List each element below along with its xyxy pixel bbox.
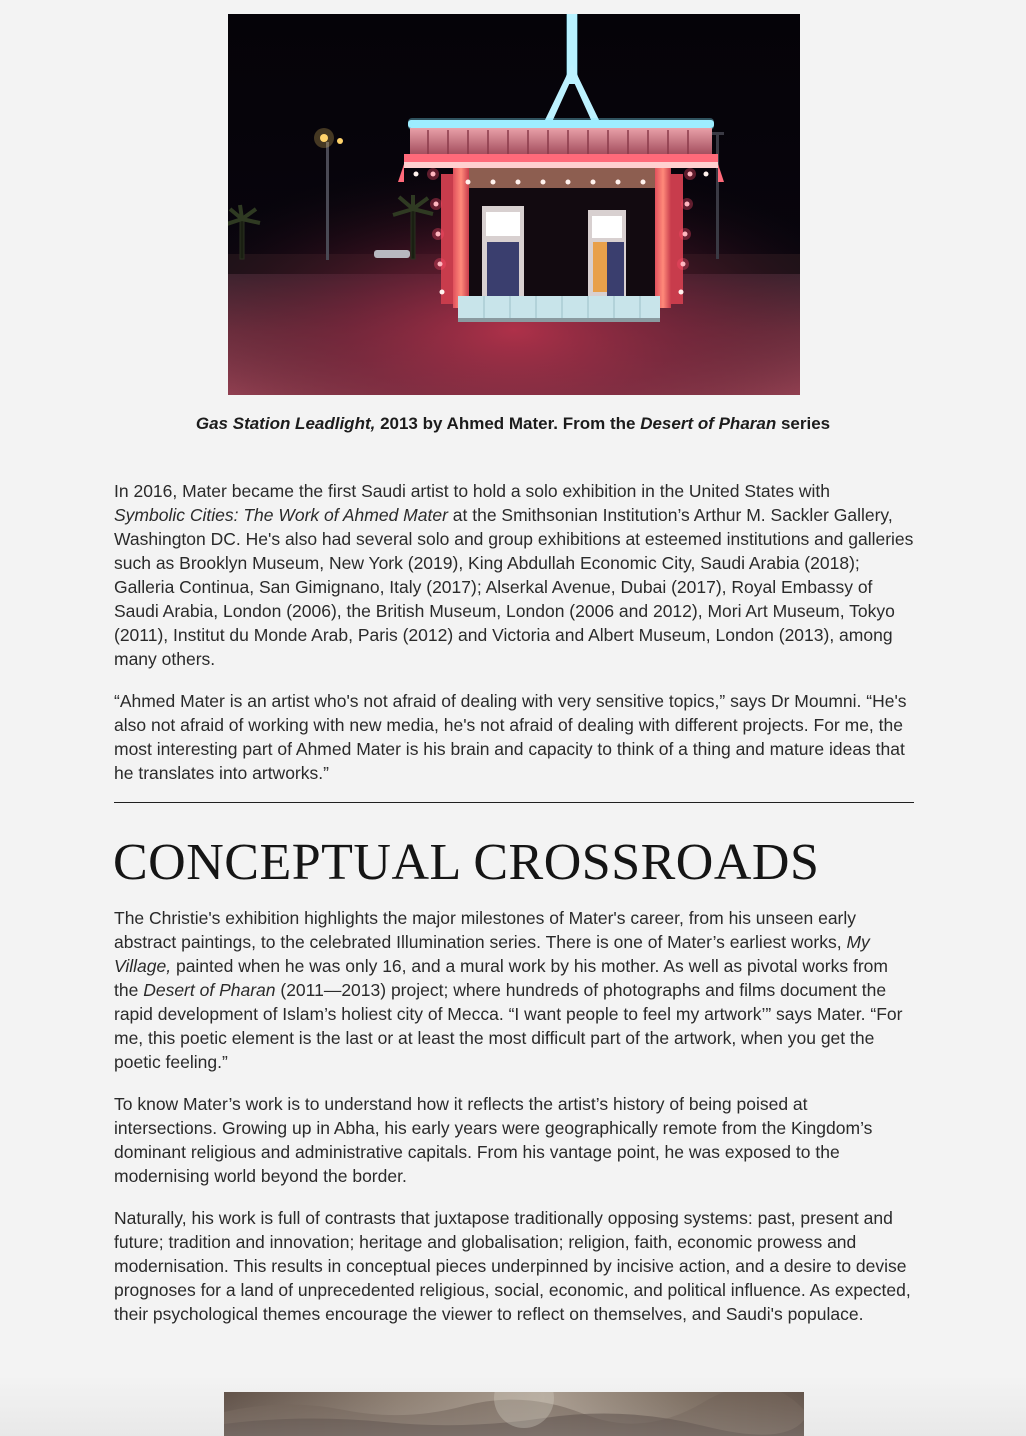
paragraph-3-series-title: Desert of Pharan <box>143 980 276 1000</box>
paragraph-3-part-2: painted when he was only 16, and a mural work by his mother. As well as pivotal works from the <box>114 956 888 1000</box>
article-paragraph-3 <box>114 906 914 1074</box>
desert-landscape-illustration <box>224 1392 804 1436</box>
gas-station-illustration <box>228 14 800 395</box>
paragraph-1-body: at the Smithsonian Institution’s Arthur M. Sackler Gallery, Washington DC. He's also had several solo and group exhibitions at esteemed institutions and galleries such as Brooklyn Museum, New York (2019), King Abdullah Economic City, Saudi Arabia (2018); Galleria Continua, San Gimignano, Italy (2017); Alserkal Avenue, Dubai (2017), Royal Embassy of Saudi Arabia, London (2006), the British Museum, London (2006 and 2012), Mori Art Museum, Tokyo (2011), Institut du Monde Arab, Paris (2012) and Victoria and Albert Museum, London (2013), among many others. <box>114 505 914 669</box>
caption-artwork-title: Gas Station Leadlight, <box>195 414 376 433</box>
article-paragraph-1 <box>114 479 914 671</box>
image-caption <box>0 413 1026 435</box>
caption-credit: 2013 by Ahmed Mater. From the <box>375 414 641 433</box>
paragraph-5-text: Naturally, his work is full of contrasts that juxtapose traditionally opposing systems: past, present and future; tradition and innovation; heritage and globalisation; religion, faith, economic prowess and modernisation. This results in conceptual pieces underpinned by incisive action, and a desire to devise prognoses for a land of unprecedented religious, social, economic, and political influence. As expected, their psychological themes encourage the viewer to reflect on themselves, and Saudi's populace. <box>114 1208 911 1324</box>
paragraph-1-intro: In 2016, Mater became the first Saudi artist to hold a solo exhibition in the United States with <box>114 481 830 501</box>
paragraph-3-part-3: (2011—2013) project; where hundreds of photographs and films document the rapid development of Islam’s holiest city of Mecca. “I want people to feel my artwork’” says Mater. “For me, this poetic element is the last or at least the most difficult part of the artwork, when you get the poetic feeling.” <box>114 980 903 1072</box>
gas-station-photo <box>228 14 800 395</box>
article-paragraph-5 <box>114 1206 914 1326</box>
caption-series-suffix: series <box>776 414 831 433</box>
desert-landscape-photo <box>224 1392 804 1436</box>
paragraph-4-text: To know Mater’s work is to understand how it reflects the artist’s history of being poised at intersections. Growing up in Abha, his early years were geographically remote from the Kingdom’s dominant religious and administrative capitals. From his vantage point, he was exposed to the modernising world beyond the border. <box>114 1094 873 1186</box>
paragraph-1-exhibition-title: Symbolic Cities: The Work of Ahmed Mater <box>114 505 448 525</box>
section-heading: CONCEPTUAL CROSSROADS <box>113 834 820 891</box>
section-divider <box>114 802 914 803</box>
article-paragraph-4 <box>114 1092 914 1188</box>
paragraph-2-text: “Ahmed Mater is an artist who's not afraid of dealing with very sensitive topics,” says Dr Moumni. “He's also not afraid of working with new media, he's not afraid of dealing with different projects. For me, the most interesting part of Ahmed Mater is his brain and capacity to think of a thing and mature ideas that he translates into artworks.” <box>114 691 907 783</box>
paragraph-3-part-1: The Christie's exhibition highlights the major milestones of Mater's career, from his unseen early abstract paintings, to the celebrated Illumination series. There is one of Mater’s earliest works, <box>114 908 857 952</box>
caption-series-name: Desert of Pharan <box>640 414 777 433</box>
article-paragraph-2 <box>114 689 914 785</box>
paragraph-3-artwork-title: My Village, <box>114 932 870 976</box>
